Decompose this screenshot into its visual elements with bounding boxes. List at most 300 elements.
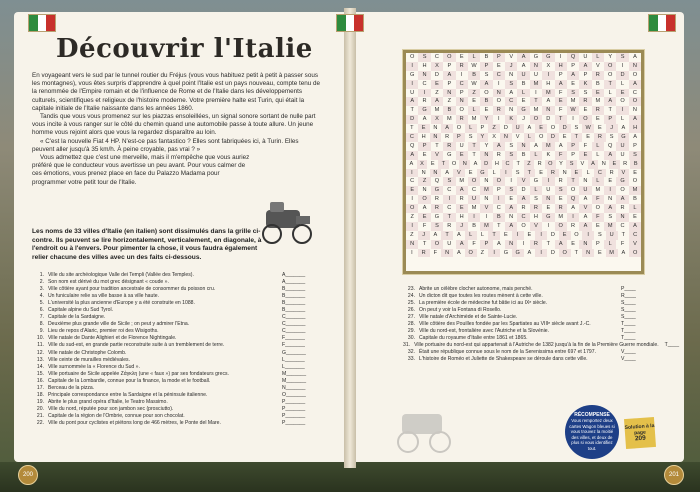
grid-cell[interactable]: A [456, 240, 468, 249]
grid-cell[interactable]: E [468, 169, 473, 176]
grid-cell[interactable]: Z [410, 214, 414, 221]
grid-cell[interactable]: T [468, 142, 480, 151]
grid-cell[interactable]: E [418, 124, 430, 133]
grid-cell[interactable]: I [542, 71, 554, 80]
grid-cell[interactable]: F [433, 249, 438, 256]
grid-cell[interactable]: B [493, 213, 505, 222]
grid-cell[interactable]: O [451, 160, 457, 167]
grid-cell[interactable]: I [443, 195, 455, 204]
grid-cell[interactable]: I [616, 106, 628, 115]
grid-cell[interactable]: I [535, 249, 547, 258]
grid-cell[interactable]: Z [480, 249, 485, 256]
grid-cell[interactable]: A [629, 115, 641, 124]
grid-cell[interactable]: O [530, 115, 542, 124]
grid-cell[interactable]: L [480, 231, 484, 238]
grid-cell[interactable]: T [410, 125, 414, 132]
grid-cell[interactable]: P [447, 80, 452, 87]
grid-cell[interactable]: V [618, 169, 630, 178]
grid-cell[interactable]: E [430, 160, 435, 167]
grid-cell[interactable]: A [443, 71, 455, 80]
grid-cell[interactable]: F [583, 142, 588, 149]
grid-cell[interactable]: E [571, 169, 583, 178]
clue-answer-blank[interactable]: P____ [621, 286, 636, 292]
grid-cell[interactable]: G [418, 106, 430, 115]
grid-cell[interactable]: D [616, 71, 628, 80]
grid-cell[interactable]: R [558, 178, 563, 185]
grid-cell[interactable]: E [535, 124, 547, 133]
clue-answer-blank[interactable]: S____ [621, 314, 636, 321]
grid-cell[interactable]: R [609, 169, 614, 176]
grid-cell[interactable]: N [601, 160, 606, 167]
grid-cell[interactable]: E [546, 205, 551, 212]
grid-cell[interactable]: P [604, 115, 616, 124]
grid-cell[interactable]: W [471, 62, 477, 69]
grid-cell[interactable]: W [567, 106, 579, 115]
grid-cell[interactable]: I [567, 213, 579, 222]
grid-cell[interactable]: L [517, 89, 529, 98]
grid-cell[interactable]: C [422, 80, 427, 87]
clue-answer-blank[interactable]: T____ [621, 321, 636, 328]
grid-cell[interactable]: R [443, 142, 455, 151]
grid-cell[interactable]: V [530, 222, 542, 231]
grid-cell[interactable]: A [621, 249, 626, 256]
clue-answer-blank[interactable]: A_______ [282, 279, 306, 286]
grid-cell[interactable]: B [595, 80, 600, 87]
clue-answer-blank[interactable]: B_______ [282, 300, 306, 307]
grid-cell[interactable]: E [539, 169, 543, 176]
clue-answer-blank[interactable]: S____ [621, 300, 636, 307]
grid-cell[interactable]: W [471, 80, 477, 87]
grid-cell[interactable]: A [517, 195, 529, 204]
grid-cell[interactable]: O [496, 98, 501, 105]
grid-cell[interactable]: O [632, 178, 638, 185]
grid-cell[interactable]: T [410, 107, 414, 114]
grid-cell[interactable]: T [435, 142, 439, 149]
clue-answer-blank[interactable]: O_______ [282, 391, 306, 398]
grid-cell[interactable]: I [621, 62, 624, 69]
grid-cell[interactable]: I [500, 169, 512, 178]
grid-cell[interactable]: A [422, 205, 427, 212]
grid-cell[interactable]: H [494, 160, 499, 167]
grid-cell[interactable]: E [571, 80, 575, 87]
grid-cell[interactable]: E [598, 249, 602, 256]
grid-cell[interactable]: T [567, 177, 579, 186]
grid-cell[interactable]: P [633, 142, 637, 149]
clue-answer-blank[interactable]: A_______ [282, 272, 306, 278]
grid-cell[interactable]: G [410, 71, 415, 78]
grid-cell[interactable]: Z [468, 89, 480, 98]
grid-cell[interactable]: N [509, 71, 514, 78]
grid-cell[interactable]: E [555, 97, 567, 106]
clue-answer-blank[interactable]: S____ [621, 307, 636, 314]
grid-cell[interactable]: E [558, 196, 563, 203]
grid-cell[interactable]: A [629, 80, 641, 89]
grid-cell[interactable]: O [604, 62, 616, 71]
grid-cell[interactable]: G [616, 177, 628, 186]
grid-cell[interactable]: N [582, 249, 594, 258]
grid-cell[interactable]: A [546, 98, 551, 105]
grid-cell[interactable]: I [559, 54, 562, 60]
grid-cell[interactable]: V [453, 169, 465, 178]
grid-cell[interactable]: O [418, 195, 430, 204]
grid-cell[interactable]: A [422, 116, 427, 123]
grid-cell[interactable]: V [480, 204, 492, 213]
grid-cell[interactable]: C [447, 187, 452, 194]
grid-cell[interactable]: R [496, 151, 501, 158]
grid-cell[interactable]: I [512, 231, 524, 240]
grid-cell[interactable]: O [459, 107, 464, 114]
grid-cell[interactable]: V [579, 204, 591, 213]
grid-cell[interactable]: A [579, 222, 591, 231]
grid-cell[interactable]: L [592, 53, 604, 62]
grid-cell[interactable]: E [609, 160, 620, 169]
grid-cell[interactable]: A [505, 204, 517, 213]
grid-cell[interactable]: R [555, 204, 567, 213]
grid-cell[interactable]: E [456, 204, 468, 213]
grid-cell[interactable]: T [621, 231, 626, 238]
grid-cell[interactable]: Y [608, 54, 613, 60]
grid-cell[interactable]: I [510, 178, 512, 185]
grid-cell[interactable]: M [530, 80, 542, 89]
grid-cell[interactable]: P [583, 71, 588, 78]
grid-cell[interactable]: Z [447, 98, 452, 105]
grid-cell[interactable]: I [488, 249, 500, 258]
grid-cell[interactable]: D [550, 231, 555, 238]
clue-answer-blank[interactable]: M_______ [282, 377, 307, 384]
grid-cell[interactable]: D [406, 115, 418, 124]
grid-cell[interactable]: S [418, 53, 430, 62]
grid-cell[interactable]: I [406, 169, 418, 178]
grid-cell[interactable]: V [431, 151, 443, 160]
grid-cell[interactable]: N [530, 62, 542, 71]
grid-cell[interactable]: B [633, 196, 637, 203]
grid-cell[interactable]: L [586, 169, 590, 176]
grid-cell[interactable]: A [473, 160, 478, 167]
grid-cell[interactable]: O [545, 160, 556, 169]
grid-cell[interactable]: D [546, 116, 551, 123]
grid-cell[interactable]: A [629, 222, 641, 231]
grid-cell[interactable]: A [633, 134, 637, 141]
grid-cell[interactable]: Y [477, 133, 489, 142]
grid-cell[interactable]: Y [559, 160, 563, 167]
grid-cell[interactable]: A [509, 89, 514, 96]
grid-cell[interactable]: M [471, 116, 477, 123]
grid-cell[interactable]: B [630, 160, 641, 169]
grid-cell[interactable]: L [596, 151, 600, 158]
grid-cell[interactable]: U [546, 187, 551, 194]
grid-cell[interactable]: I [485, 214, 488, 221]
grid-cell[interactable]: F [472, 240, 476, 247]
grid-cell[interactable]: G [477, 169, 489, 178]
grid-cell[interactable]: D [434, 71, 439, 78]
grid-cell[interactable]: R [537, 160, 542, 167]
grid-cell[interactable]: E [562, 134, 567, 141]
grid-cell[interactable]: A [406, 151, 418, 160]
grid-cell[interactable]: L [621, 116, 625, 123]
grid-cell[interactable]: M [558, 214, 564, 221]
grid-cell[interactable]: E [595, 116, 600, 123]
grid-cell[interactable]: I [493, 195, 505, 204]
grid-cell[interactable]: N [509, 107, 514, 114]
grid-cell[interactable]: O [620, 187, 625, 194]
grid-cell[interactable]: U [468, 195, 480, 204]
clue-answer-blank[interactable]: C_______ [282, 328, 306, 335]
grid-cell[interactable]: R [592, 106, 604, 115]
grid-cell[interactable]: T [546, 240, 551, 247]
grid-cell[interactable]: I [411, 249, 413, 256]
grid-cell[interactable]: O [443, 53, 455, 62]
grid-cell[interactable]: E [459, 54, 464, 60]
grid-cell[interactable]: L [604, 240, 616, 249]
grid-cell[interactable]: N [430, 169, 442, 178]
grid-cell[interactable]: Q [608, 142, 613, 149]
grid-cell[interactable]: S [608, 214, 613, 221]
grid-cell[interactable]: R [456, 115, 468, 124]
grid-cell[interactable]: J [418, 231, 430, 240]
grid-cell[interactable]: R [594, 133, 606, 142]
grid-cell[interactable]: R [521, 205, 526, 212]
grid-cell[interactable]: S [616, 53, 628, 62]
grid-cell[interactable]: G [542, 53, 554, 62]
grid-cell[interactable]: F [558, 107, 563, 114]
grid-cell[interactable]: N [583, 178, 588, 185]
grid-cell[interactable]: A [604, 97, 616, 106]
grid-cell[interactable]: O [574, 231, 579, 238]
grid-cell[interactable]: G [517, 106, 529, 115]
grid-cell[interactable]: O [595, 205, 600, 212]
grid-cell[interactable]: N [484, 196, 489, 203]
grid-cell[interactable]: R [445, 134, 450, 141]
grid-cell[interactable]: B [472, 222, 476, 229]
clue-answer-blank[interactable]: B_______ [282, 307, 306, 314]
grid-cell[interactable]: L [592, 142, 604, 151]
grid-cell[interactable]: S [567, 89, 579, 98]
grid-cell[interactable]: C [505, 97, 517, 106]
grid-cell[interactable]: N [579, 240, 591, 249]
grid-cell[interactable]: A [583, 214, 588, 221]
grid-cell[interactable]: N [632, 107, 637, 114]
grid-cell[interactable]: M [542, 142, 554, 151]
grid-cell[interactable]: N [422, 187, 427, 194]
grid-cell[interactable]: E [633, 214, 637, 221]
grid-cell[interactable]: E [456, 151, 468, 160]
grid-cell[interactable]: M [570, 98, 576, 105]
grid-cell[interactable]: Z [410, 231, 414, 238]
grid-cell[interactable]: T [571, 133, 583, 142]
grid-cell[interactable]: A [521, 62, 526, 69]
grid-cell[interactable]: C [472, 187, 477, 194]
clue-answer-blank[interactable]: C_______ [282, 321, 306, 328]
grid-cell[interactable]: R [620, 205, 625, 212]
grid-cell[interactable]: M [434, 107, 440, 114]
grid-cell[interactable]: O [629, 97, 641, 106]
grid-cell[interactable]: E [579, 151, 591, 160]
grid-cell[interactable]: O [570, 187, 576, 194]
grid-cell[interactable]: E [586, 134, 590, 141]
grid-cell[interactable]: L [608, 89, 612, 96]
grid-cell[interactable]: S [443, 177, 455, 186]
grid-cell[interactable]: O [465, 249, 477, 258]
grid-cell[interactable]: O [555, 222, 567, 231]
grid-cell[interactable]: O [550, 125, 556, 132]
grid-cell[interactable]: R [447, 222, 452, 229]
grid-cell[interactable]: I [547, 222, 550, 229]
grid-cell[interactable]: O [620, 98, 625, 105]
grid-cell[interactable]: A [604, 204, 616, 213]
grid-cell[interactable]: C [434, 54, 439, 60]
grid-cell[interactable]: A [441, 124, 453, 133]
grid-cell[interactable]: I [535, 89, 537, 96]
clue-answer-blank[interactable]: G_______ [282, 349, 306, 356]
clue-answer-blank[interactable]: P_______ [282, 419, 306, 426]
clue-answer-blank[interactable]: M_______ [282, 370, 307, 377]
grid-cell[interactable]: P [567, 142, 579, 151]
grid-cell[interactable]: A [456, 186, 468, 195]
grid-cell[interactable]: U [512, 124, 524, 133]
grid-cell[interactable]: E [595, 222, 600, 229]
grid-cell[interactable]: D [503, 125, 508, 132]
grid-cell[interactable]: C [632, 89, 637, 96]
grid-cell[interactable]: N [484, 178, 489, 185]
grid-cell[interactable]: M [480, 186, 492, 195]
grid-cell[interactable]: A [517, 53, 529, 62]
grid-cell[interactable]: U [533, 71, 538, 78]
grid-cell[interactable]: L [465, 124, 477, 133]
grid-cell[interactable]: D [547, 133, 559, 142]
grid-cell[interactable]: S [629, 151, 641, 160]
grid-cell[interactable]: A [583, 196, 588, 203]
grid-cell[interactable]: A [496, 240, 501, 247]
grid-cell[interactable]: N [441, 249, 453, 258]
grid-cell[interactable]: F [592, 213, 604, 222]
grid-cell[interactable]: Z [418, 177, 430, 186]
grid-cell[interactable]: E [472, 98, 476, 105]
grid-cell[interactable]: M [595, 187, 601, 194]
grid-cell[interactable]: S [468, 134, 473, 141]
grid-cell[interactable]: T [441, 231, 453, 240]
grid-cell[interactable]: L [465, 231, 477, 240]
grid-cell[interactable]: E [592, 89, 604, 98]
grid-cell[interactable]: E [583, 107, 588, 114]
grid-cell[interactable]: I [604, 186, 616, 195]
grid-cell[interactable]: R [418, 249, 430, 258]
grid-cell[interactable]: P [493, 53, 505, 62]
grid-cell[interactable]: N [433, 125, 438, 132]
grid-cell[interactable]: I [498, 80, 500, 87]
grid-cell[interactable]: U [583, 54, 588, 60]
grid-cell[interactable]: I [418, 89, 430, 98]
grid-cell[interactable]: B [521, 80, 526, 87]
grid-cell[interactable]: O [538, 134, 544, 141]
grid-cell[interactable]: T [555, 115, 567, 124]
grid-cell[interactable]: P [459, 89, 464, 96]
grid-cell[interactable]: U [616, 142, 628, 151]
clue-answer-blank[interactable]: T____ [664, 342, 680, 349]
grid-cell[interactable]: T [516, 160, 520, 167]
grid-cell[interactable]: O [410, 54, 415, 60]
grid-cell[interactable]: M [446, 116, 452, 123]
grid-cell[interactable]: G [618, 133, 630, 142]
grid-cell[interactable]: C [447, 205, 452, 212]
grid-cell[interactable]: C [456, 80, 468, 89]
grid-cell[interactable]: E [484, 107, 489, 114]
grid-cell[interactable]: V [595, 62, 600, 69]
grid-cell[interactable]: J [606, 124, 618, 133]
grid-cell[interactable]: N [456, 97, 468, 106]
clue-answer-blank[interactable]: P_______ [282, 398, 306, 405]
grid-cell[interactable]: P [496, 187, 501, 194]
grid-cell[interactable]: R [571, 222, 576, 229]
grid-cell[interactable]: V [580, 160, 585, 167]
grid-cell[interactable]: R [431, 204, 443, 213]
grid-cell[interactable]: I [406, 80, 418, 89]
grid-cell[interactable]: U [606, 231, 618, 240]
grid-cell[interactable]: N [616, 213, 628, 222]
grid-cell[interactable]: M [595, 98, 601, 105]
grid-cell[interactable]: P [571, 62, 575, 69]
grid-cell[interactable]: N [406, 240, 418, 249]
grid-cell[interactable]: A [579, 62, 591, 71]
grid-cell[interactable]: O [521, 222, 526, 229]
grid-cell[interactable]: B [480, 97, 492, 106]
grid-cell[interactable]: I [468, 213, 480, 222]
grid-cell[interactable]: E [496, 62, 501, 69]
grid-cell[interactable]: Q [434, 178, 440, 185]
grid-cell[interactable]: Y [484, 142, 489, 149]
grid-cell[interactable]: X [546, 62, 551, 69]
grid-cell[interactable]: I [572, 116, 574, 123]
clue-answer-blank[interactable]: F_______ [282, 342, 305, 349]
grid-cell[interactable]: S [566, 160, 577, 169]
grid-cell[interactable]: O [629, 249, 641, 258]
grid-cell[interactable]: N [443, 89, 455, 98]
grid-cell[interactable]: R [530, 204, 542, 213]
grid-cell[interactable]: W [582, 124, 594, 133]
grid-cell[interactable]: G [512, 249, 524, 258]
grid-cell[interactable]: B [484, 54, 489, 60]
clue-answer-blank[interactable]: V____ [621, 349, 636, 356]
clue-answer-blank[interactable]: F_______ [282, 335, 305, 342]
grid-cell[interactable]: I [406, 62, 418, 71]
grid-cell[interactable]: M [459, 178, 465, 185]
grid-cell[interactable]: P [480, 62, 492, 71]
grid-cell[interactable]: J [522, 116, 525, 123]
grid-cell[interactable]: C [517, 213, 529, 222]
grid-cell[interactable]: O [579, 115, 591, 124]
grid-cell[interactable]: S [598, 231, 602, 238]
grid-cell[interactable]: A [406, 97, 418, 106]
grid-cell[interactable]: T [524, 169, 536, 178]
grid-cell[interactable]: M [542, 89, 554, 98]
grid-cell[interactable]: D [521, 187, 526, 194]
grid-cell[interactable]: N [509, 214, 514, 221]
clue-answer-blank[interactable]: N_______ [282, 384, 306, 391]
grid-cell[interactable]: A [505, 222, 517, 231]
grid-cell[interactable]: L [524, 133, 536, 142]
grid-cell[interactable]: A [527, 249, 532, 256]
grid-cell[interactable]: A [604, 151, 616, 160]
grid-cell[interactable]: V [509, 54, 514, 60]
grid-cell[interactable]: T [488, 231, 500, 240]
grid-cell[interactable]: F [555, 151, 567, 160]
grid-cell[interactable]: H [555, 62, 567, 71]
grid-cell[interactable]: S [534, 196, 538, 203]
grid-cell[interactable]: P [480, 125, 485, 132]
grid-cell[interactable]: U [410, 89, 415, 96]
grid-cell[interactable]: S [509, 142, 514, 149]
grid-cell[interactable]: Z [524, 160, 535, 169]
grid-cell[interactable]: R [434, 196, 439, 203]
